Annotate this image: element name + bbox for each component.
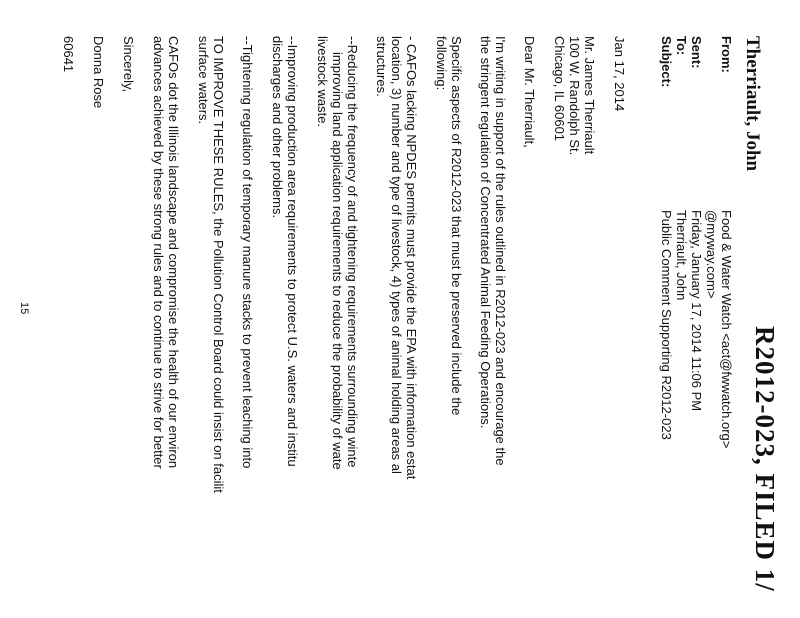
signature-name: Donna Rose [91,36,106,109]
bullet-line: - CAFOs lacking NPDES permits must provide the EPA with information estat [404,36,419,480]
final-line: advances achieved by these strong rules and to continue to strive for better [151,36,166,469]
bullet-line: improving land application requirements to reduce the probability of wate [330,52,345,470]
bullet-line: --Reducing the frequency of and tightening requirements surrounding winte [345,36,360,468]
page-number: 15 [18,302,30,315]
intro-line: I'm writing in support of the rules outlined in R2012-023 and encourage the [493,36,508,466]
sender-name: Therriault, John [742,36,763,172]
sent-value: Friday, January 17, 2014 11:06 PM [689,210,704,412]
closing-line: TO IMPROVE THESE RULES, the Pollution Control Board could insist on facilit [211,36,226,493]
letter-date: Jan 17, 2014 [612,36,627,112]
address-line: 100 W. Randolph St. [567,36,582,156]
bullet-line: structures. [374,36,389,97]
from-value: Food & Water Watch <act@fwwatch.org> [719,210,734,449]
bullet-line: --Improving production area requirements to protect U.S. waters and institu [285,36,300,467]
intro-line: the stringent regulation of Concentrated Animal Feeding Operations. [478,36,493,429]
signoff: Sincerely, [121,36,136,93]
bullet-line: discharges and other problems. [270,36,285,219]
bullet-line: location, 3) number and type of livestock, 4) types of animal holding areas al [389,36,404,474]
address-line: Chicago, IL 60601 [552,36,567,142]
final-line: CAFOs dot the Illinois landscape and compromise the health of our environ [166,36,181,469]
aspects-line: Specific aspects of R2012-023 that must be preserved include the [449,36,464,416]
zip-code: 60641 [61,36,76,73]
from-label: From: [719,36,734,73]
to-value: Therriault, John [674,210,689,301]
address-line: Mr. James Therriault [582,36,597,155]
sent-label: Sent: [689,36,704,69]
closing-line: surface waters. [196,36,211,125]
salutation: Dear Mr. Therriault, [522,36,537,148]
to-label: To: [674,36,689,56]
filing-stamp: R2012-023, FILED 1/ [750,326,780,592]
from-value-continued: @myway.com> [704,210,719,299]
bullet-line: --Tightening regulation of temporary manure stacks to prevent leaching into [240,36,255,469]
subject-label: Subject: [659,36,674,88]
subject-value: Public Comment Supporting R2012-023 [659,210,674,440]
aspects-line: following: [434,36,449,91]
bullet-line: livestock waste. [315,36,330,128]
